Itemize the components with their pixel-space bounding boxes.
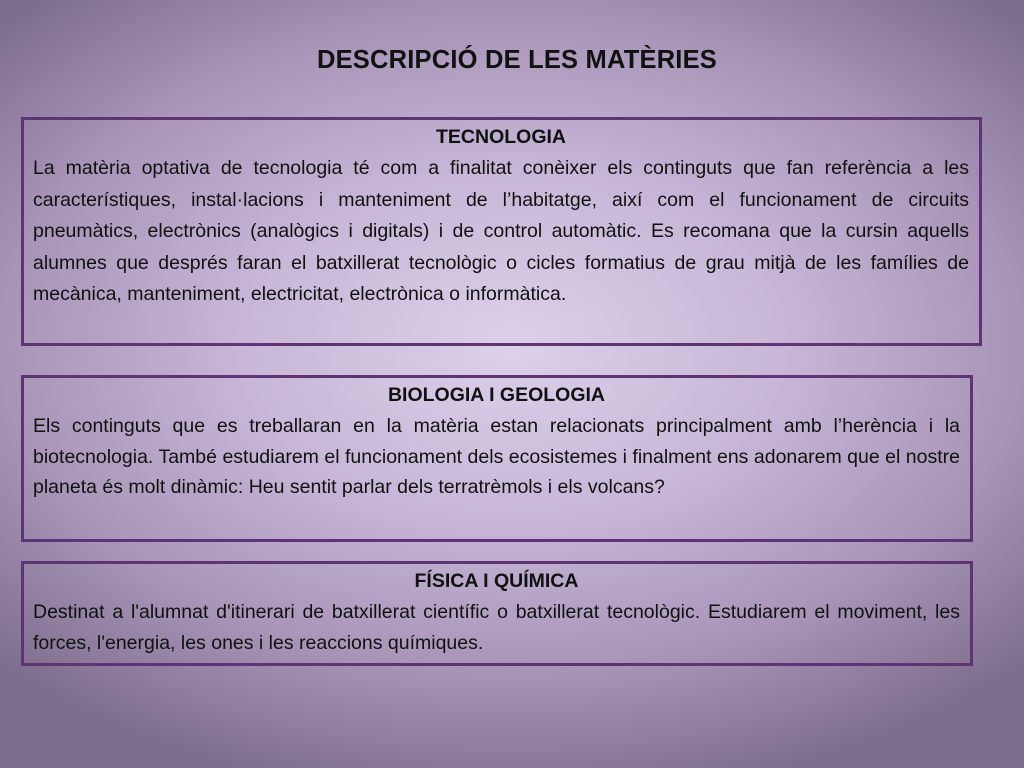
section-heading: BIOLOGIA I GEOLOGIA (387, 384, 606, 406)
section-body: La matèria optativa de tecnologia té com a finalitat conèixer els continguts que fan referència a les característiques, instal·lacions i manteniment de l’habitatge, així com el funcionament de circuits pneumàtics, electrònics (analògics i digitals) i de control automàtic. Es recomana que la cursin aquells alumnes que després faran el batxillerat tecnològic o cicles formatius de grau mitjà de les famílies de mecànica, manteniment, electricitat, electrònica o informàtica. (33, 157, 969, 305)
section-box-fisica-quimica (21, 561, 973, 666)
section-body: Els continguts que es treballaran en la matèria estan relacionats principalment amb l’herència i la biotecnologia. També estudiarem el funcionament dels ecosistemes i finalment ens adonarem que el nostre planeta és molt dinàmic: Heu sentit parlar dels terratrèmols i els volcans? (33, 415, 960, 498)
slide-title: DESCRIPCIÓ DE LES MATÈRIES (316, 46, 718, 74)
section-box-biologia-geologia (21, 375, 973, 542)
section-body: Destinat a l'alumnat d'itinerari de batxillerat científic o batxillerat tecnològic. Estudiarem el moviment, les forces, l'energia, les ones i les reaccions químiques. (33, 601, 960, 654)
section-heading: FÍSICA I QUÍMICA (414, 570, 579, 592)
section-heading: TECNOLOGIA (436, 126, 566, 148)
section-box-tecnologia (21, 117, 982, 346)
